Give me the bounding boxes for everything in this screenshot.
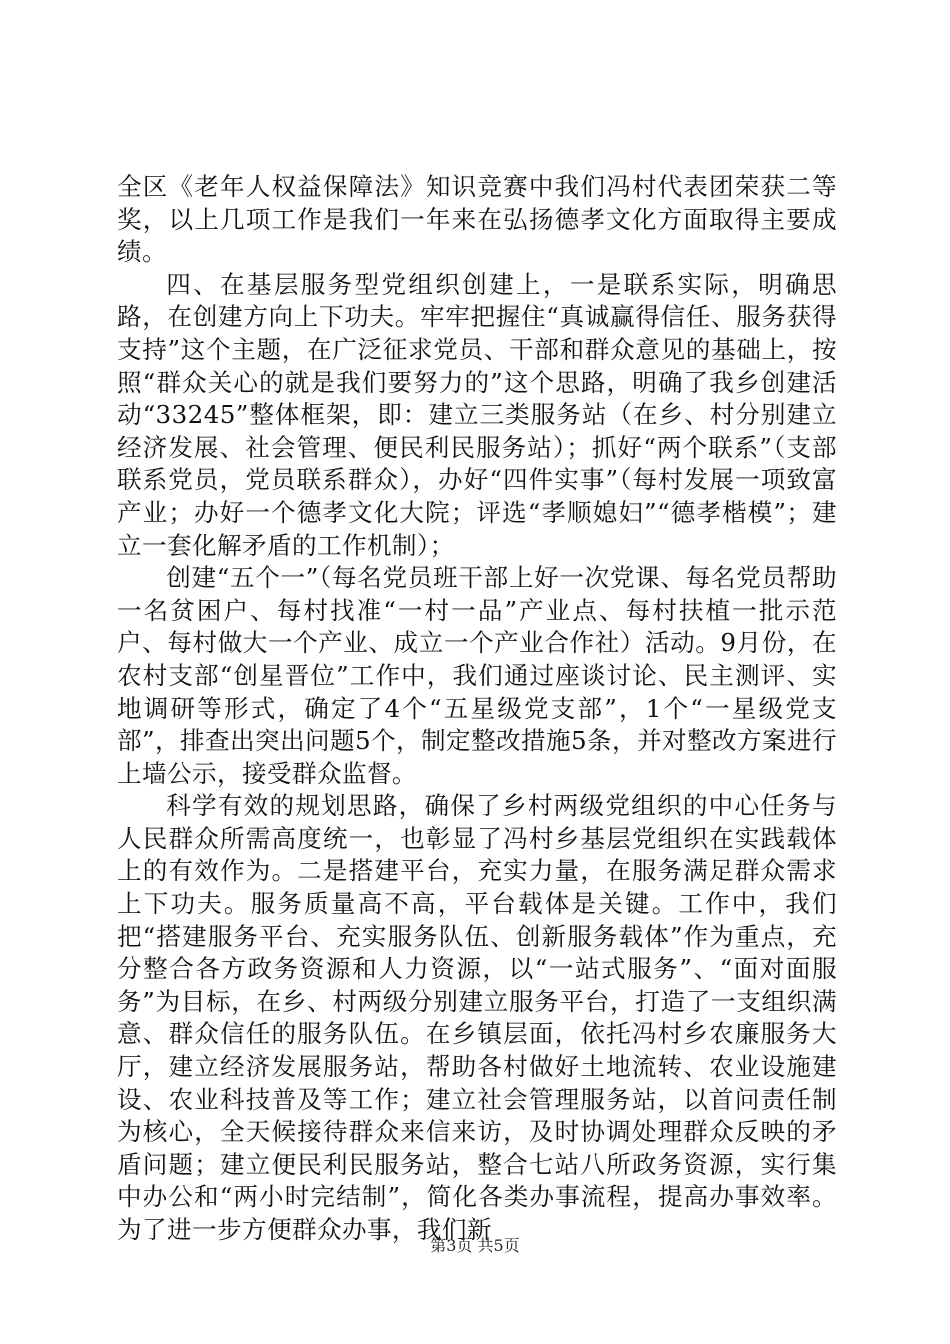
paragraph-section-four: 四、在基层服务型党组织创建上，一是联系实际，明确思路，在创建方向上下功夫。牢牢把握住“真诚赢得信任、服务获得支持”这个主题，在广泛征求党员、干部和群众意见的基础上，按照“群众关心的就是我们要努力的”这个思路，明确了我乡创建活动“33245”整体框架，即：建立三类服务站（在乡、村分别建立经济发展、社会管理、便民利民服务站）；抓好“两个联系”（支部联系党员，党员联系群众），办好“四件实事”（每村发展一项致富产业；办好一个德孝文化大院；评选“孝顺媳妇”“德孝楷模”；建立一套化解矛盾的工作机制）； bbox=[117, 269, 837, 560]
document-body bbox=[117, 171, 837, 1247]
paragraph-five-ones: 创建“五个一”（每名党员班干部上好一次党课、每名党员帮助一名贫困户、每村找准“一村一品”产业点、每村扶植一批示范户、每村做大一个产业、成立一个产业合作社）活动。9月份，在农村支部“创星晋位”工作中，我们通过座谈讨论、民主测评、实地调研等形式，确定了4个“五星级党支部”，1个“一星级党支部”，排查出突出问题5个，制定整改措施5条，并对整改方案进行上墙公示，接受群众监督。 bbox=[117, 563, 837, 788]
paragraph-service-platform: 科学有效的规划思路，确保了乡村两级党组织的中心任务与人民群众所需高度统一，也彰显了冯村乡基层党组织在实践载体上的有效作为。二是搭建平台，充实力量，在服务满足群众需求上下功夫。服务质量高不高，平台载体是关键。工作中，我们把“搭建服务平台、充实服务队伍、创新服务载体”作为重点，充分整合各方政务资源和人力资源，以“一站式服务”、“面对面服务”为目标，在乡、村两级分别建立服务平台，打造了一支组织满意、群众信任的服务队伍。在乡镇层面，依托冯村乡农廉服务大厅，建立经济发展服务站，帮助各村做好土地流转、农业设施建设、农业科技普及等工作；建立社会管理服务站，以首问责任制为核心，全天候接待群众来信来访，及时协调处理群众反映的矛盾问题；建立便民利民服务站，整合七站八所政务资源，实行集中办公和“两小时完结制”，简化各类办事流程，提高办事效率。为了进一步方便群众办事，我们新 bbox=[117, 791, 837, 1244]
paragraph-continued: 全区《老年人权益保障法》知识竞赛中我们冯村代表团荣获二等奖，以上几项工作是我们一年来在弘扬德孝文化方面取得主要成绩。 bbox=[117, 172, 837, 267]
page-number-footer: 第3页 共5页 bbox=[430, 1236, 520, 1255]
